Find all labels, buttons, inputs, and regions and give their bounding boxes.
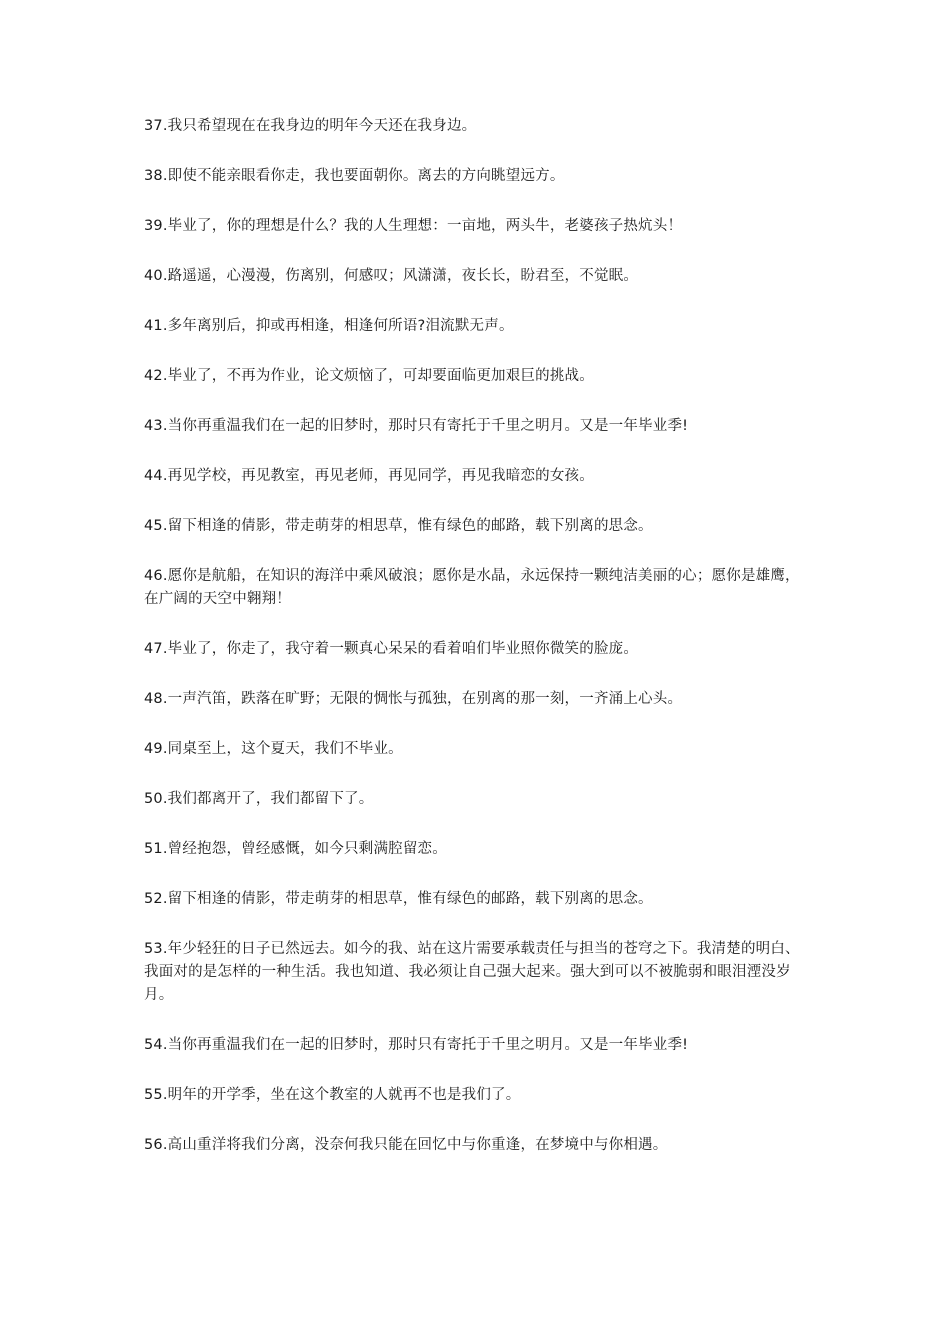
paragraph-39: 39.毕业了，你的理想是什么？我的人生理想：一亩地，两头牛，老婆孩子热炕头！ (144, 218, 683, 234)
paragraph-46: 46.愿你是航船，在知识的海洋中乘风破浪；愿你是水晶，永远保持一颗纯洁美丽的心；愿你是雄鹰，在广阔的天空中翱翔！ (144, 568, 800, 607)
paragraph-43: 43.当你再重温我们在一起的旧梦时，那时只有寄托于千里之明月。又是一年毕业季! (144, 418, 689, 434)
document-body (144, 115, 812, 1184)
paragraph-51: 51.曾经抱怨，曾经感慨，如今只剩满腔留恋。 (144, 841, 447, 857)
paragraph-40: 40.路遥遥，心漫漫，伤离别，何感叹；风潇潇，夜长长，盼君至，不觉眠。 (144, 268, 639, 284)
paragraph-37: 37.我只希望现在在我身边的明年今天还在我身边。 (144, 118, 477, 134)
paragraph-42: 42.毕业了，不再为作业，论文烦恼了，可却要面临更加艰巨的挑战。 (144, 368, 594, 384)
paragraph-56: 56.高山重洋将我们分离，没奈何我只能在回忆中与你重逢，在梦境中与你相遇。 (144, 1137, 668, 1153)
paragraph-47: 47.毕业了，你走了，我守着一颗真心呆呆的看着咱们毕业照你微笑的脸庞。 (144, 641, 639, 657)
paragraph-38: 38.即使不能亲眼看你走，我也要面朝你。离去的方向眺望远方。 (144, 168, 565, 184)
paragraph-48: 48.一声汽笛，跌落在旷野；无限的惆怅与孤独，在别离的那一刻，一齐涌上心头。 (144, 691, 683, 707)
paragraph-45: 45.留下相逢的倩影，带走萌芽的相思草，惟有绿色的邮路，载下别离的思念。 (144, 518, 653, 534)
paragraph-49: 49.同桌至上，这个夏天，我们不毕业。 (144, 741, 403, 757)
paragraph-52: 52.留下相逢的倩影，带走萌芽的相思草，惟有绿色的邮路，载下别离的思念。 (144, 891, 653, 907)
paragraph-44: 44.再见学校，再见教室，再见老师，再见同学，再见我暗恋的女孩。 (144, 468, 594, 484)
paragraph-54: 54.当你再重温我们在一起的旧梦时，那时只有寄托于千里之明月。又是一年毕业季! (144, 1037, 689, 1053)
paragraph-41: 41.多年离别后，抑或再相逢，相逢何所语?泪流默无声。 (144, 318, 514, 334)
paragraph-53: 53.年少轻狂的日子已然远去。如今的我、站在这片需要承载责任与担当的苍穹之下。我清楚的明白、我面对的是怎样的一种生活。我也知道、我必须让自己强大起来。强大到可以不被脆弱和眼泪湮没岁月。 (144, 941, 800, 1003)
paragraph-55: 55.明年的开学季，坐在这个教室的人就再不也是我们了。 (144, 1087, 521, 1103)
paragraph-50: 50.我们都离开了，我们都留下了。 (144, 791, 374, 807)
